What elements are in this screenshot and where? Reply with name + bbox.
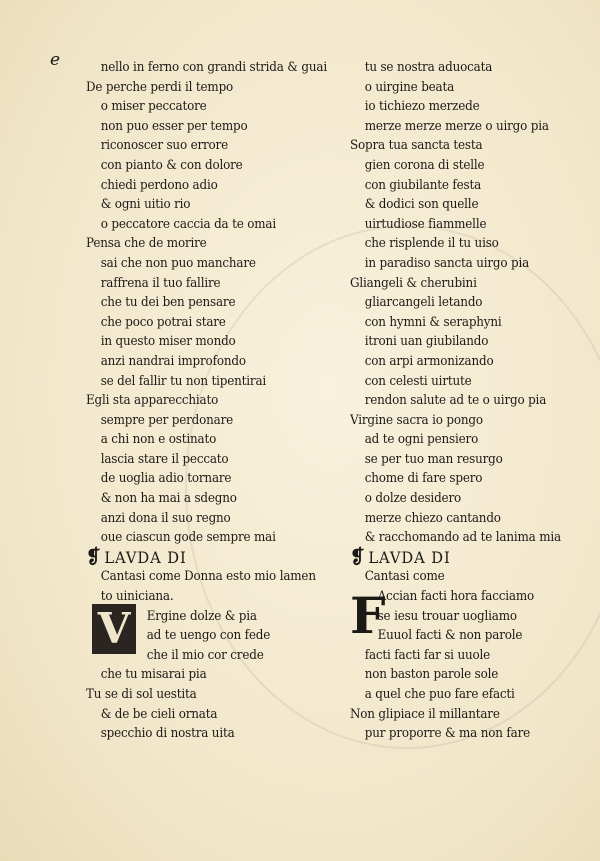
left-column-text: raffrena il tuo fallire (100, 275, 221, 291)
left-column-text: & de be cieli ornata (100, 706, 218, 722)
left-column-text: o miser peccatore (100, 99, 207, 115)
left-column-text: che il mio cor crede (146, 647, 264, 663)
left-column-text: con pianto & con dolore (100, 157, 243, 173)
left-column-text: & ogni uitio rio (100, 197, 191, 213)
right-column-text: se per tuo man resurgo (364, 451, 503, 467)
right-column-line (350, 234, 569, 254)
right-column-line (350, 626, 569, 646)
right-column-text: con hymni & seraphyni (364, 314, 502, 330)
left-column-line (86, 156, 327, 176)
left-column-text: Egli sta apparecchiato (86, 393, 219, 409)
right-column-text: con celesti uirtute (364, 373, 472, 389)
right-column-line (350, 685, 569, 705)
decorated-initial-v: V (92, 604, 136, 654)
left-column-line (86, 97, 327, 117)
right-column-line (350, 545, 569, 568)
right-column-text: gien corona di stelle (364, 157, 485, 173)
left-column-line (86, 567, 327, 587)
right-column-text: con giubilante festa (364, 177, 482, 193)
right-column-text: in paradiso sancta uirgo pia (364, 255, 530, 271)
right-column-line (350, 646, 569, 666)
right-column-text: ad te ogni pensiero (364, 432, 479, 448)
right-column-line (350, 293, 569, 313)
left-column-line (86, 117, 327, 137)
left-column-text: che poco potrai stare (100, 314, 226, 330)
right-column-line (350, 724, 569, 744)
left-column-line (86, 195, 327, 215)
left-column-line (86, 411, 327, 431)
left-column-text: che tu dei ben pensare (100, 295, 236, 311)
left-column-text: oue ciascun gode sempre mai (100, 530, 276, 546)
left-column-text: anzi nandrai improfondo (100, 353, 246, 369)
right-column-line (350, 254, 569, 274)
right-column-text: rendon salute ad te o uirgo pia (364, 393, 547, 409)
left-column-text: & non ha mai a sdegno (100, 491, 237, 507)
right-column-text: o uirgine beata (364, 79, 455, 95)
right-column-line (350, 136, 569, 156)
right-column-line (350, 78, 569, 98)
right-column-text: non baston parole sole (364, 667, 499, 683)
left-column-text: LAVDA DI (104, 547, 187, 567)
left-column-text: che tu misarai pia (100, 667, 207, 683)
right-column-line (350, 97, 569, 117)
left-column-text: Tu se di sol uestita (86, 687, 197, 702)
left-column-text: anzi dona il suo regno (100, 510, 231, 526)
left-column-line (86, 332, 327, 352)
right-column-text: pur proporre & ma non fare (364, 726, 531, 742)
right-column-line (350, 332, 569, 352)
left-column-line (86, 274, 327, 294)
left-column-line (86, 587, 327, 607)
right-column-text: LAVDA DI (368, 547, 451, 567)
left-column-line (86, 626, 327, 646)
left-column-line (86, 545, 327, 568)
right-column-text: Virgine sacra io pongo (350, 412, 483, 428)
right-column-line (350, 274, 569, 294)
right-column-text: Euuol facti & non parole (377, 628, 523, 644)
right-column-text: Cantasi come (364, 569, 445, 585)
left-column-line (86, 685, 327, 705)
right-column-line (350, 450, 569, 470)
left-column-text: lascia stare il peccato (100, 451, 229, 467)
left-column-line (86, 78, 327, 98)
right-column-line (350, 117, 569, 137)
right-column-text: Gliangeli & cherubini (350, 275, 477, 291)
left-column-line (86, 254, 327, 274)
left-column-line (86, 724, 327, 744)
right-column-line (350, 607, 569, 627)
right-column-text: che risplende il tu uiso (364, 236, 499, 252)
right-column-text: se iesu trouar uogliamo (377, 608, 517, 624)
right-column-text: o dolze desidero (364, 491, 461, 507)
left-column-text: De perche perdi il tempo (86, 79, 234, 95)
left-column-line (86, 293, 327, 313)
left-column-text: de uoglia adio tornare (100, 471, 232, 487)
left-column-text: Cantasi come Donna esto mio lamen (100, 569, 316, 585)
right-column-line (350, 567, 569, 587)
left-column-line (86, 469, 327, 489)
right-column-text: Accian facti hora facciamo (377, 589, 535, 605)
decorated-initial-f: F (350, 586, 386, 645)
left-column-line (86, 372, 327, 392)
left-column-line (86, 607, 327, 627)
right-column (350, 58, 588, 744)
left-column-line (86, 665, 327, 685)
left-column-text: Pensa che de morire (86, 236, 207, 252)
right-column-text: & racchomando ad te lanima mia (364, 530, 561, 546)
right-column-line (350, 469, 569, 489)
right-column-text: con arpi armonizando (364, 353, 494, 369)
right-column-line (350, 195, 569, 215)
left-column-line (86, 352, 327, 372)
right-column-line (350, 528, 569, 548)
left-column-text: sai che non puo manchare (100, 255, 256, 271)
right-column-line (350, 391, 569, 411)
right-column-text: Sopra tua sancta testa (350, 138, 483, 154)
right-column-line (350, 665, 569, 685)
right-column-line (350, 587, 569, 607)
heading-mark: ❡ (350, 545, 366, 568)
left-column-line (86, 450, 327, 470)
right-column-line (350, 352, 569, 372)
right-column-text: gliarcangeli letando (364, 295, 483, 311)
left-column-line (86, 58, 327, 78)
left-column-text: a chi non e ostinato (100, 432, 217, 448)
left-column-line (86, 430, 327, 450)
left-column-line (86, 705, 327, 725)
right-column-text: io tichiezo merzede (364, 99, 480, 115)
right-column-text: tu se nostra aduocata (364, 60, 493, 75)
right-column-text: uirtudiose fiammelle (364, 216, 487, 232)
left-column-line (86, 489, 327, 509)
right-column-line (350, 313, 569, 333)
right-column-text: itroni uan giubilando (364, 334, 489, 350)
right-column-line (350, 372, 569, 392)
right-column-text: & dodici son quelle (364, 197, 479, 213)
left-column-line (86, 528, 327, 548)
left-column-text: specchio di nostra uita (100, 726, 235, 742)
left-column-line (86, 215, 327, 235)
right-column-line (350, 509, 569, 529)
left-column-text: non puo esser per tempo (100, 118, 248, 134)
left-column-text: Ergine dolze & pia (146, 608, 257, 624)
left-column-line (86, 391, 327, 411)
folio-mark: e (50, 50, 61, 70)
left-column (86, 58, 348, 744)
right-column-text: a quel che puo fare efacti (364, 687, 515, 702)
left-column-text: chiedi perdono adio (100, 177, 218, 193)
right-column-text: merze merze merze o uirgo pia (364, 118, 549, 134)
left-column-text: riconoscer suo errore (100, 138, 228, 154)
left-column-text: to uiniciana. (100, 589, 174, 605)
right-column-text: facti facti far si uuole (364, 647, 491, 663)
left-column-text: o peccatore caccia da te omai (100, 216, 277, 232)
right-column-line (350, 156, 569, 176)
left-column-line (86, 176, 327, 196)
right-column-line (350, 58, 569, 78)
left-column-line (86, 234, 327, 254)
right-column-line (350, 705, 569, 725)
left-column-text: sempre per perdonare (100, 412, 234, 428)
left-column-line (86, 136, 327, 156)
right-column-line (350, 411, 569, 431)
left-column-line (86, 313, 327, 333)
right-column-line (350, 215, 569, 235)
left-column-line (86, 509, 327, 529)
left-column-text: nello in ferno con grandi strida & guai (100, 60, 327, 75)
left-column-text: in questo miser mondo (100, 334, 236, 350)
left-column-text: ad te uengo con fede (146, 628, 271, 644)
left-column-line (86, 646, 327, 666)
right-column-text: merze chiezo cantando (364, 510, 501, 526)
right-column-text: chome di fare spero (364, 471, 483, 487)
right-column-line (350, 176, 569, 196)
heading-mark: ❡ (86, 545, 102, 568)
right-column-text: Non glipiace il millantare (350, 706, 500, 722)
left-column-text: se del fallir tu non tipentirai (100, 373, 267, 389)
right-column-line (350, 430, 569, 450)
right-column-line (350, 489, 569, 509)
